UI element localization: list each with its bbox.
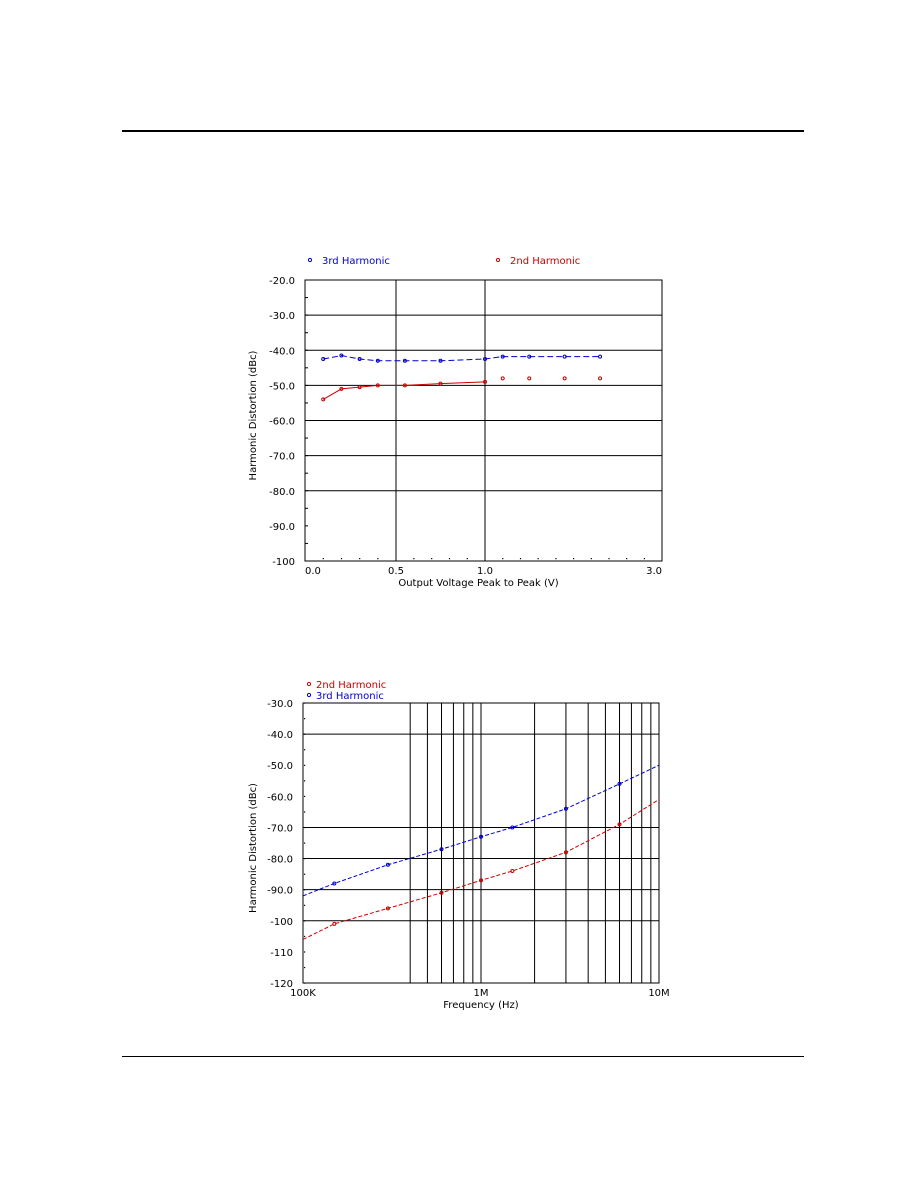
y-tick-label: -90.0 — [267, 885, 293, 897]
data-point — [511, 870, 514, 873]
x-axis-label: Output Voltage Peak to Peak (V) — [398, 578, 559, 589]
legend-marker — [307, 693, 310, 696]
legend-label: 2nd Harmonic — [316, 680, 387, 691]
y-minor-tick — [304, 749, 305, 750]
y-minor-tick — [304, 718, 305, 719]
x-tick-label: 0.0 — [305, 566, 321, 577]
y-tick-label: -20.0 — [269, 276, 295, 287]
y-axis-label: Harmonic Distortion (dBc) — [248, 783, 259, 913]
y-tick-label: -50.0 — [267, 761, 293, 773]
y-tick-label: -110 — [270, 947, 293, 959]
y-minor-tick — [304, 765, 305, 766]
y-minor-tick — [304, 811, 305, 812]
y-minor-tick — [304, 796, 305, 797]
y-minor-tick — [304, 936, 305, 937]
y-tick-label: -120 — [270, 979, 293, 990]
y-minor-tick — [304, 951, 305, 952]
y-minor-tick — [304, 858, 305, 859]
data-point — [333, 922, 336, 925]
legend-marker — [307, 682, 310, 685]
y-minor-tick — [304, 920, 305, 921]
legend-label: 3rd Harmonic — [322, 256, 390, 267]
y-tick-label: -70.0 — [269, 451, 295, 463]
y-tick-label: -50.0 — [269, 381, 295, 393]
x-tick-label: 1.0 — [477, 566, 493, 577]
y-tick-label: -30.0 — [269, 311, 295, 323]
y-minor-tick — [304, 874, 305, 875]
y-tick-label: -100 — [270, 916, 293, 928]
y-minor-tick — [304, 889, 305, 890]
y-minor-tick — [304, 967, 305, 968]
legend-label: 3rd Harmonic — [316, 691, 384, 702]
y-tick-label: -100 — [272, 557, 295, 568]
y-tick-label: -30.0 — [267, 699, 293, 710]
y-minor-tick — [304, 703, 305, 704]
y-minor-tick — [304, 983, 305, 984]
y-tick-label: -40.0 — [269, 346, 295, 358]
x-tick-label: 3.0 — [646, 566, 662, 577]
y-tick-label: -80.0 — [269, 486, 295, 498]
y-tick-label: -60.0 — [267, 792, 293, 804]
x-axis-label: Frequency (Hz) — [443, 1000, 519, 1011]
x-tick-label: 10M — [648, 988, 670, 999]
y-tick-label: -80.0 — [267, 854, 293, 866]
y-minor-tick — [304, 827, 305, 828]
y-tick-label: -70.0 — [267, 823, 293, 835]
y-axis-label: Harmonic Distortion (dBc) — [248, 350, 259, 481]
x-tick-label: 0.5 — [388, 566, 404, 577]
x-tick-label: 100K — [290, 988, 316, 999]
y-minor-tick — [304, 843, 305, 844]
y-tick-label: -90.0 — [269, 521, 295, 533]
y-minor-tick — [304, 780, 305, 781]
y-tick-label: -40.0 — [267, 730, 293, 742]
x-tick-label: 1M — [473, 988, 489, 999]
y-tick-label: -60.0 — [269, 416, 295, 428]
legend-label: 2nd Harmonic — [510, 256, 581, 267]
y-minor-tick — [304, 905, 305, 906]
y-minor-tick — [304, 734, 305, 735]
